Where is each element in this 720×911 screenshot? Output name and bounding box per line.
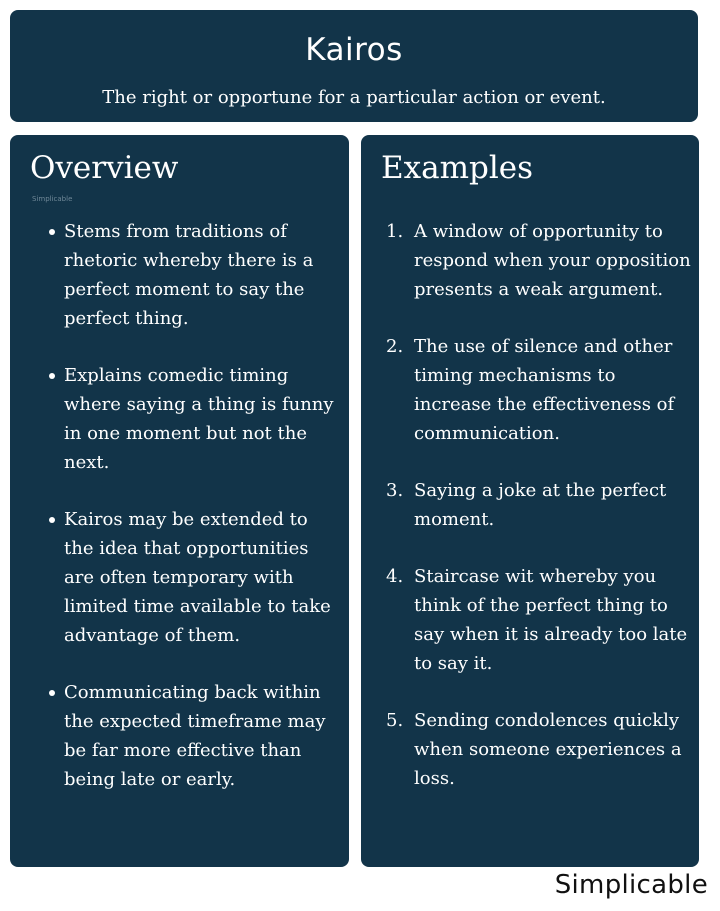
- example-item: [386, 476, 691, 534]
- page-subtitle: The right or opportune for a particular action or event.: [102, 87, 606, 108]
- examples-list: [386, 217, 691, 821]
- example-item-text: Staircase wit whereby you think of the perfect thing to say when it is already too late to say it.: [414, 566, 688, 674]
- example-number: 3.: [386, 480, 404, 501]
- example-number: 1.: [386, 221, 404, 242]
- overview-item-text: Stems from traditions of rhetoric whereby there is a perfect moment to say the perfect thing.: [64, 221, 314, 329]
- example-item-text: A window of opportunity to respond when your opposition presents a weak argument.: [414, 221, 691, 300]
- examples-panel: [361, 135, 699, 867]
- overview-item: [42, 678, 342, 794]
- example-item-text: Saying a joke at the perfect moment.: [414, 480, 667, 530]
- overview-item-text: Explains comedic timing where saying a thing is funny in one moment but not the next.: [64, 365, 334, 473]
- bullet-icon: [49, 690, 55, 696]
- example-number: 5.: [386, 710, 404, 731]
- example-item-text: The use of silence and other timing mechanisms to increase the effectiveness of communication.: [414, 336, 675, 444]
- example-item-text: Sending condolences quickly when someone experiences a loss.: [414, 710, 682, 789]
- overview-heading: Overview: [30, 150, 179, 186]
- overview-list: [42, 217, 342, 822]
- overview-item: [42, 217, 342, 333]
- overview-item-text: Kairos may be extended to the idea that opportunities are often temporary with limited time available to take advantage of them.: [64, 509, 331, 646]
- bullet-icon: [49, 517, 55, 523]
- header-card: [10, 10, 698, 122]
- watermark-text: Simplicable: [32, 195, 73, 203]
- page-title: Kairos: [305, 32, 403, 68]
- overview-item: [42, 361, 342, 477]
- overview-item-text: Communicating back within the expected timeframe may be far more effective than being late or early.: [64, 682, 326, 790]
- bullet-icon: [49, 373, 55, 379]
- example-number: 4.: [386, 566, 404, 587]
- example-number: 2.: [386, 336, 404, 357]
- examples-heading: Examples: [381, 150, 534, 186]
- brand-logo-text: Simplicable: [554, 870, 708, 900]
- overview-item: [42, 505, 342, 650]
- example-item: [386, 562, 691, 678]
- bullet-icon: [49, 229, 55, 235]
- example-item: [386, 332, 691, 448]
- example-item: [386, 706, 691, 793]
- example-item: [386, 217, 691, 304]
- overview-panel: [10, 135, 349, 867]
